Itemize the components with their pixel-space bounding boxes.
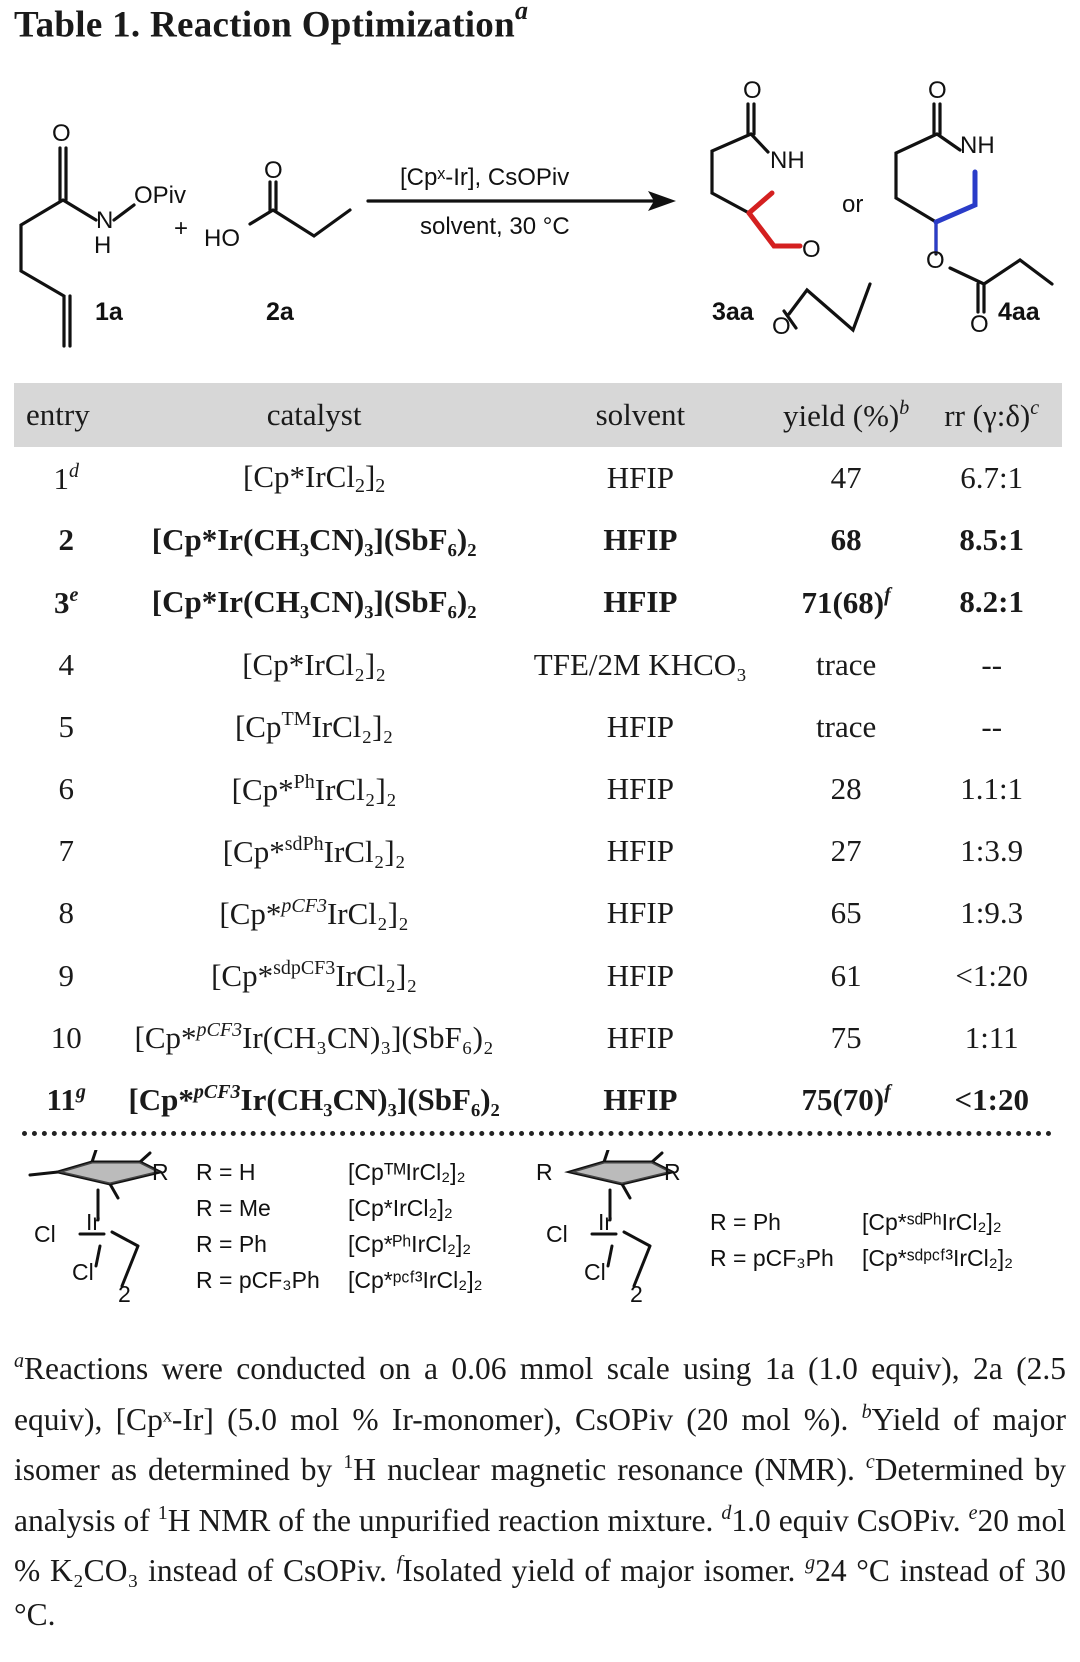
table-row <box>14 509 1062 571</box>
table-row <box>14 758 1062 820</box>
cell-rr: 6.7:1 <box>960 460 1024 496</box>
cell-entry: 11$^g$ <box>46 1081 86 1118</box>
table-row <box>14 882 1062 944</box>
label-1a: 1a <box>95 298 123 326</box>
footnote-c-part-2: H NMR of the unpurified reaction mixture. <box>167 1502 714 1538</box>
cell-rr: 1:3.9 <box>960 833 1024 869</box>
cell-yield: trace <box>816 708 877 744</box>
table-row <box>14 447 1062 509</box>
legend-cat-right-2: [Cp*ˢᵈᵖᶜᶠ³IrCl₂]₂ <box>862 1245 1014 1271</box>
header-yield: yield (%)$^b$ <box>771 383 922 447</box>
footnote-mark-a: a <box>14 1350 24 1372</box>
cell-solvent: TFE/2M KHCO₃ <box>533 646 747 682</box>
cell-yield: 61 <box>830 957 862 993</box>
cell-solvent: HFIP <box>606 833 674 869</box>
legend-cat-left-2: [Cp*IrCl₂]₂ <box>348 1195 453 1221</box>
conditions-top: [Cpˣ-Ir], CsOPiv <box>400 164 570 191</box>
footnote-e: 20 mol % K₂CO₃ instead of CsOPiv. <box>14 1502 1067 1588</box>
cell-entry: 3e <box>54 583 79 620</box>
cell-yield: 65 <box>830 895 862 931</box>
atom-o-3aa: O <box>743 77 762 104</box>
r-label-left: R <box>152 1159 169 1185</box>
legend-r-right-1: R = Ph <box>710 1209 781 1235</box>
cl-label-right-2: Cl <box>584 1259 606 1285</box>
cell-entry: 4 <box>58 646 74 682</box>
atom-o-4aa-ester: O <box>926 247 945 274</box>
product-3aa-new-c-o-bond <box>749 213 800 246</box>
atom-o-1a: O <box>52 120 71 147</box>
cell-entry: 6 <box>58 771 74 807</box>
cell-rr: 1.1:1 <box>960 771 1024 807</box>
cell-catalyst: [Cp*$^{sdpCF3}$IrCl₂]₂ <box>211 957 418 994</box>
cell-catalyst: [Cp*$^{sdPh}$IrCl₂]₂ <box>222 832 406 869</box>
substrate-1a-no-bond <box>114 205 134 220</box>
cell-solvent: HFIP <box>606 895 674 931</box>
cell-yield: 75(70)$^f$ <box>801 1081 891 1118</box>
cell-rr: 1:9.3 <box>960 895 1024 931</box>
footnote-d: 1.0 equiv CsOPiv. <box>731 1502 961 1538</box>
legend-r-right-2: R = pCF₃Ph <box>710 1245 834 1271</box>
cell-rr: 1:11 <box>964 1019 1019 1055</box>
atom-o-2a: O <box>264 157 283 184</box>
optimization-table <box>14 383 1062 1131</box>
legend-cat-left-1: [CpᵀᴹIrCl₂]₂ <box>348 1159 466 1185</box>
footnote-g: 24 °C instead of 30 °C. <box>14 1553 1066 1632</box>
product-4aa-bonds <box>896 104 960 222</box>
ir-label-left: Ir <box>86 1209 101 1235</box>
cell-rr: <1:20 <box>954 1081 1029 1117</box>
cell-solvent: HFIP <box>603 522 678 558</box>
r-label-right-2: R <box>664 1159 681 1185</box>
title-footnote-mark: a <box>514 0 529 25</box>
cell-solvent: HFIP <box>606 460 674 496</box>
header-catalyst: catalyst <box>118 383 509 447</box>
cell-yield: 75 <box>830 1019 862 1055</box>
cell-catalyst: [Cp*IrCl₂]₂ <box>242 646 387 682</box>
dimer-subscript-right: 2 <box>630 1281 643 1307</box>
header-solvent: solvent <box>510 383 771 447</box>
legend-r-left-4: R = pCF₃Ph <box>196 1267 320 1293</box>
nh-4aa: NH <box>960 132 995 159</box>
dotted-divider <box>22 1131 1052 1136</box>
legend-r-left-3: R = Ph <box>196 1231 267 1257</box>
cell-entry: 1$^d$ <box>53 459 79 496</box>
cell-solvent: HFIP <box>606 708 674 744</box>
footnote-mark-c: c <box>865 1451 875 1473</box>
atom-o-4aa-carbonyl: O <box>970 311 989 338</box>
cell-yield: 68 <box>830 522 862 558</box>
nh-3aa: NH <box>770 147 805 174</box>
atom-o-3aa-ester: O <box>802 236 821 263</box>
cell-yield: 47 <box>830 460 862 496</box>
cell-rr: 8.2:1 <box>959 584 1024 620</box>
header-rr: rr (γ:δ)$^c$ <box>921 383 1062 447</box>
table-row <box>14 634 1062 696</box>
legend-r-left-2: R = Me <box>196 1195 271 1221</box>
footnote-f: Isolated yield of major isomer. <box>402 1553 796 1588</box>
product-3aa-ester-bonds <box>784 284 870 330</box>
table-footnotes: $^a$Reactions were conducted on a 0.06 mmol scale using 1a (1.0 equiv), 2a (2.5 equiv), [Cpˣ-Ir] (5.0 mol % Ir-monomer), CsOPiv (20 mol %). $^b$Yield of major isomer as determined by $^1$H nuclear magnetic resonance (NMR). $^c$Determined by analysis of $^1$H NMR of the unpurified reaction mixture. $^d$1.0 equiv CsOPiv. $^e$20 mol % K₂CO₃ instead of CsOPiv. $^f$Isolated yield of major isomer. $^g$24 °C instead of 30 °C. <box>14 1350 1067 1632</box>
cell-solvent: HFIP <box>606 771 674 807</box>
footnote-mark-g: g <box>805 1552 816 1574</box>
r-label-right-1: R <box>536 1159 553 1185</box>
substrate-1a-bonds <box>21 148 96 346</box>
cell-rr: -- <box>981 708 1003 744</box>
ho-group: HO <box>204 225 240 252</box>
product-4aa-new-c-n-bond <box>936 172 975 222</box>
ring-shading-right-icon <box>570 1162 672 1184</box>
dimer-subscript-left: 2 <box>118 1281 131 1307</box>
cell-catalyst: [Cp*Ir(CH₃CN)₃](SbF₆)₂ <box>151 584 477 620</box>
cell-catalyst: [Cp™IrCl₂]₂ <box>234 708 394 745</box>
cell-solvent: HFIP <box>606 957 674 993</box>
footnote-a: Reactions were conducted on a 0.06 mmol scale using 1a (1.0 equiv), 2a (2.5 equiv), [Cpˣ-Ir] (5.0 mol % Ir-monomer), CsOPiv (20 mol %). <box>14 1351 1066 1437</box>
table-row <box>14 571 1062 633</box>
cell-catalyst: $[Cp*IrCl_2]_2$ <box>243 458 386 497</box>
catalyst-legend <box>0 1150 1080 1325</box>
label-3aa: 3aa <box>712 298 754 326</box>
legend-cat-right-1: [Cp*ˢᵈᴾʰIrCl₂]₂ <box>862 1209 1002 1235</box>
atom-o-4aa: O <box>928 77 947 104</box>
footnote-b-part-1: Yield of major isomer as determined by <box>14 1401 1067 1487</box>
cell-catalyst: [Cp*Ir(CH₃CN)₃](SbF₆)₂ <box>151 522 477 558</box>
cell-yield: 71(68)$^f$ <box>801 583 891 620</box>
product-3aa-bonds <box>712 104 768 213</box>
cl-label-left-1: Cl <box>34 1221 56 1247</box>
footnote-mark-d: d <box>721 1501 732 1524</box>
label-2a: 2a <box>266 298 294 326</box>
cell-rr: <1:20 <box>955 957 1029 993</box>
cell-catalyst: [Cp*$^{pCF3}$IrCl₂]₂ <box>219 894 409 931</box>
table-title: Table 1. Reaction Optimization$^a$ <box>14 0 528 46</box>
header-entry: entry <box>14 383 118 447</box>
table-row <box>14 945 1062 1007</box>
cell-entry: 5 <box>58 708 74 744</box>
footnote-mark-e: e <box>968 1501 978 1524</box>
or-label: or <box>842 191 864 218</box>
ir-label-right: Ir <box>598 1209 613 1235</box>
cell-catalyst: [Cp*$^{pCF3}$Ir(CH₃CN)₃](SbF₆)₂ <box>128 1081 500 1118</box>
ring-shading-left-icon <box>58 1162 160 1184</box>
cell-catalyst: [Cp*$^{pCF3}$Ir(CH₃CN)₃](SbF₆)₂ <box>134 1019 494 1056</box>
conditions-bottom: solvent, 30 °C <box>420 213 570 240</box>
table-row <box>14 820 1062 882</box>
footnote-mark-f: f <box>396 1552 403 1574</box>
footnote-b-part-2: H nuclear magnetic resonance (NMR). <box>353 1452 855 1487</box>
label-4aa: 4aa <box>998 298 1040 326</box>
atom-o-3aa-carbonyl: O <box>772 313 791 340</box>
cell-entry: 7 <box>58 833 74 869</box>
cell-rr: 8.5:1 <box>959 522 1024 558</box>
cell-yield: trace <box>816 646 877 682</box>
table-row <box>14 696 1062 758</box>
legend-cat-left-3: [Cp*ᴾʰIrCl₂]₂ <box>348 1231 472 1257</box>
footnote-mark-b: b <box>861 1400 872 1423</box>
legend-cat-left-4: [Cp*ᵖᶜᶠ³IrCl₂]₂ <box>348 1267 483 1293</box>
atom-h-1a: H <box>94 232 112 259</box>
cl-label-right-1: Cl <box>546 1221 568 1247</box>
cell-catalyst: [Cp*$^{Ph}$IrCl₂]₂ <box>231 770 397 807</box>
legend-r-left-1: R = H <box>196 1159 256 1185</box>
cell-solvent: HFIP <box>603 584 678 620</box>
cell-entry: 9 <box>58 957 74 993</box>
cell-yield: 28 <box>830 771 862 807</box>
cell-solvent: HFIP <box>603 1081 678 1117</box>
acid-2a-bonds <box>250 182 350 236</box>
cell-entry: 2 <box>58 522 74 558</box>
plus-sign: + <box>174 215 189 242</box>
atom-n-1a: N <box>96 207 114 234</box>
opiv-group: OPiv <box>134 182 187 209</box>
table-row <box>14 1007 1062 1069</box>
product-3aa-new-c-n-bond <box>749 193 772 213</box>
table-header-row <box>14 383 1062 447</box>
reaction-scheme <box>0 60 1080 370</box>
footnote-c-part-1: Determined by analysis of <box>14 1452 1066 1538</box>
cell-rr: -- <box>981 646 1003 682</box>
cell-yield: 27 <box>830 833 862 869</box>
cell-entry: 10 <box>50 1019 82 1055</box>
cell-entry: 8 <box>58 895 74 931</box>
table-row <box>14 1069 1062 1131</box>
cell-solvent: HFIP <box>606 1019 674 1055</box>
cl-label-left-2: Cl <box>72 1259 94 1285</box>
